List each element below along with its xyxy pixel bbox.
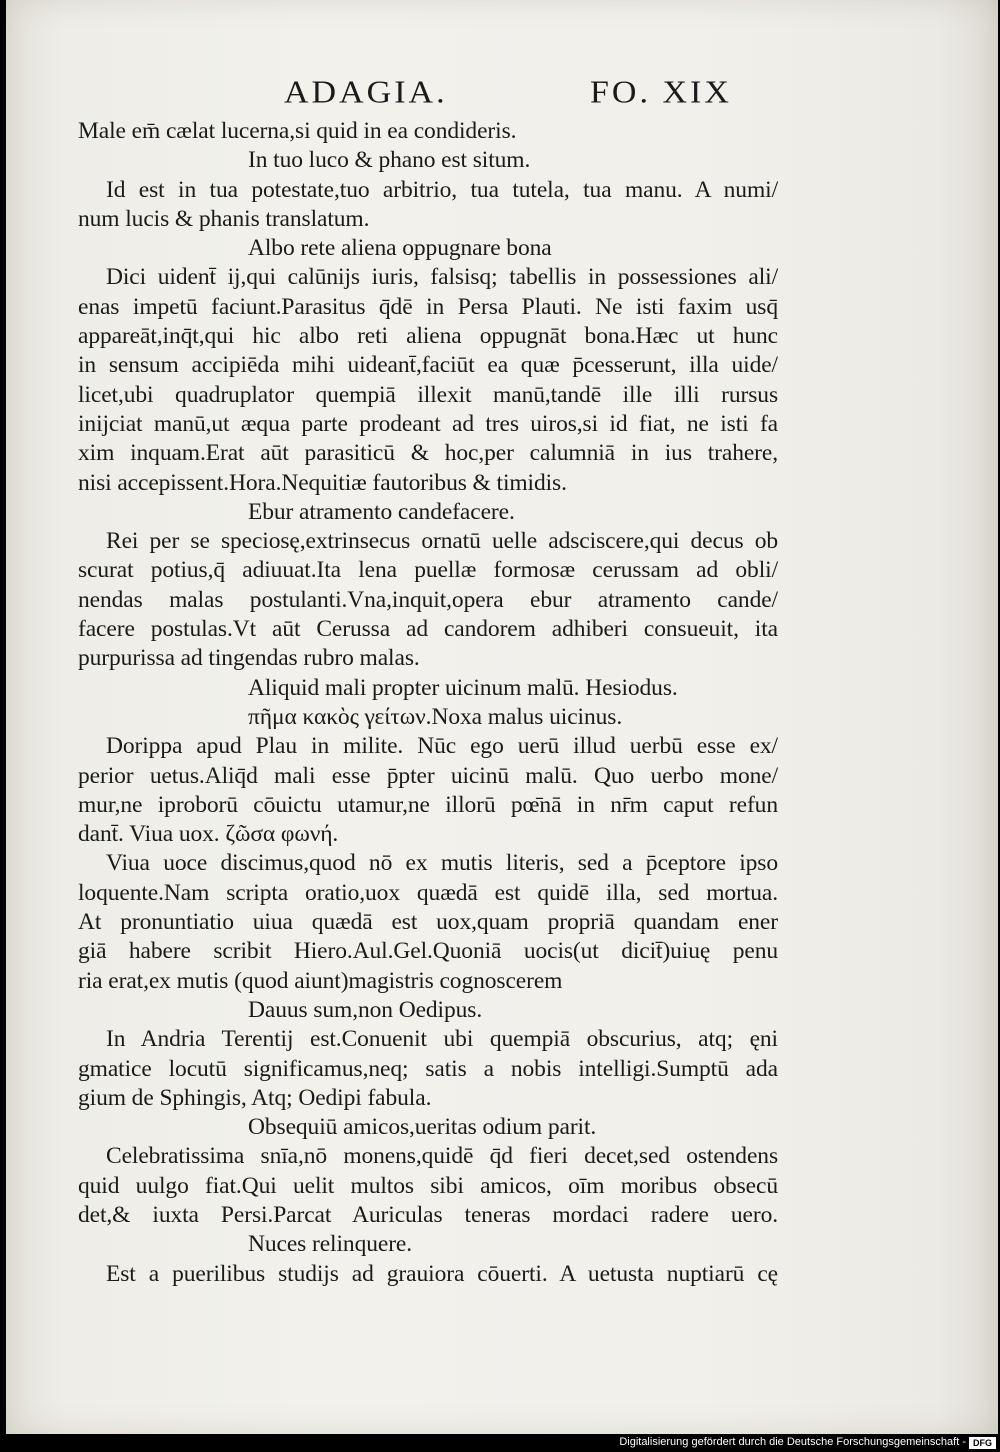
- text-line: Est a puerilibus studijs ad grauiora cōuerti. A uetusta nuptiarū cę: [106, 1260, 778, 1287]
- folio-number: FO. XIX: [590, 76, 732, 111]
- text-line: in sensum accipiēda mihi uideant̄,faciūt ea quæ p̄cesserunt, illa uide/: [78, 352, 778, 379]
- text-line: ria erat,ex mutis (quod aiunt)magistris cognoscerem: [78, 967, 563, 994]
- text-line: det,& iuxta Persi.Parcat Auriculas teneras mordaci radere uero.: [78, 1201, 778, 1228]
- text-line: scurat potius,q̄ adiuuat.Ita lena puellæ formosæ cerussam ad obli/: [78, 557, 778, 584]
- text-line: dant̄. Viua uox. ζῶσα φωνή.: [78, 821, 339, 848]
- funding-credit: Digitalisierung gefördert durch die Deutsche Forschungsgemeinschaft -: [619, 1436, 966, 1448]
- adage-heading: Ebur atramento candefacere.: [248, 498, 515, 525]
- adage-heading: Dauus sum,non Oedipus.: [248, 996, 483, 1023]
- text-line: nisi accepissent.Hora.Nequitiæ fautoribus & timidis.: [78, 469, 567, 496]
- adage-heading: Obsequiū amicos,ueritas odium parit.: [248, 1114, 597, 1141]
- adage-heading: Nuces relinquere.: [248, 1231, 413, 1258]
- text-line: Dorippa apud Plau in milite. Nūc ego uerū illud uerbū esse ex/: [106, 733, 778, 760]
- adage-heading: πῆμα κακὸς γείτων.Noxa malus uicinus.: [248, 703, 623, 730]
- text-line: appareāt,inq̄t,qui hic albo reti aliena oppugnāt bona.Hæc ut hunc: [78, 323, 778, 350]
- text-line: inijciat manū,ut æqua parte prodeant ad tres uiros,si id fiat, ne isti fa: [78, 410, 778, 437]
- text-line: Male em̄ cælat lucerna,si quid in ea condideris.: [78, 118, 517, 144]
- text-line: enas impetū faciunt.Parasitus q̄dē in Persa Plauti. Ne isti faxim usq̄: [78, 293, 778, 320]
- text-line: Dici uident̄ ij,qui calūnijs iuris, falsisq; tabellis in possessiones ali/: [106, 264, 778, 291]
- text-line: At pronuntiatio uiua quædā est uox,quam propriā quandam ener: [78, 909, 778, 936]
- page-header: [6, 76, 998, 122]
- text-line: purpurissa ad tingendas rubro malas.: [78, 645, 420, 672]
- text-line: Celebratissima snīa,nō monens,quidē q̄d fieri decet,sed ostendens: [106, 1143, 778, 1170]
- text-line: Rei per se speciosę,extrinsecus ornatū uelle adsciscere,qui decus ob: [106, 528, 778, 555]
- footer-bar: [0, 1434, 1000, 1452]
- text-line: mur,ne iproborū cōuictu utamur,ne illorū pœ̄nā in nr̄m caput refun: [78, 791, 778, 818]
- text-line: giā habere scribit Hiero.Aul.Gel.Quoniā uocis(ut dicit̄)uiuę penu: [78, 938, 778, 965]
- text-line: In Andria Terentij est.Conuenit ubi quempiā obscurius, atq; ęni: [106, 1026, 778, 1053]
- text-line: quid uulgo fiat.Qui uelit multos sibi amicos, oīm moribus obsecū: [78, 1172, 778, 1199]
- adage-heading: Albo rete aliena oppugnare bona: [248, 235, 552, 262]
- adage-heading: Aliquid mali propter uicinum malū. Hesiodus.: [248, 674, 678, 701]
- text-line: num lucis & phanis translatum.: [78, 205, 370, 232]
- book-page: [6, 0, 998, 1434]
- text-line: gmatice locutū significamus,neq; satis a nobis intelligi.Sumptū ada: [78, 1055, 778, 1082]
- text-line: nendas malas postulanti.Vna,inquit,opera ebur atramento cande/: [78, 586, 778, 613]
- text-line: xim inquam.Erat aūt parasiticū & hoc,per calumniā in ius trahere,: [78, 440, 778, 467]
- page-body: [78, 117, 778, 1289]
- text-line: Viua uoce discimus,quod nō ex mutis literis, sed a p̄ceptore ipso: [106, 850, 778, 877]
- text-line: facere postulas.Vt aūt Cerussa ad candorem adhiberi consueuit, ita: [78, 616, 778, 643]
- text-line: loquente.Nam scripta oratio,uox quædā est quidē illa, sed mortua.: [78, 879, 778, 906]
- dfg-logo: DFG: [969, 1437, 996, 1449]
- adage-heading: In tuo luco & phano est situm.: [248, 147, 531, 174]
- text-line: perior uetus.Aliq̄d mali esse p̄pter uicinū malū. Quo uerbo mone/: [78, 762, 778, 789]
- text-line: licet,ubi quadruplator quempiā illexit manū,tandē ille illi rursus: [78, 381, 778, 408]
- running-title: ADAGIA.: [284, 76, 448, 111]
- text-line: gium de Sphingis, Atq; Oedipi fabula.: [78, 1084, 432, 1111]
- text-line: Id est in tua potestate,tuo arbitrio, tua tutela, tua manu. A numi/: [106, 176, 778, 203]
